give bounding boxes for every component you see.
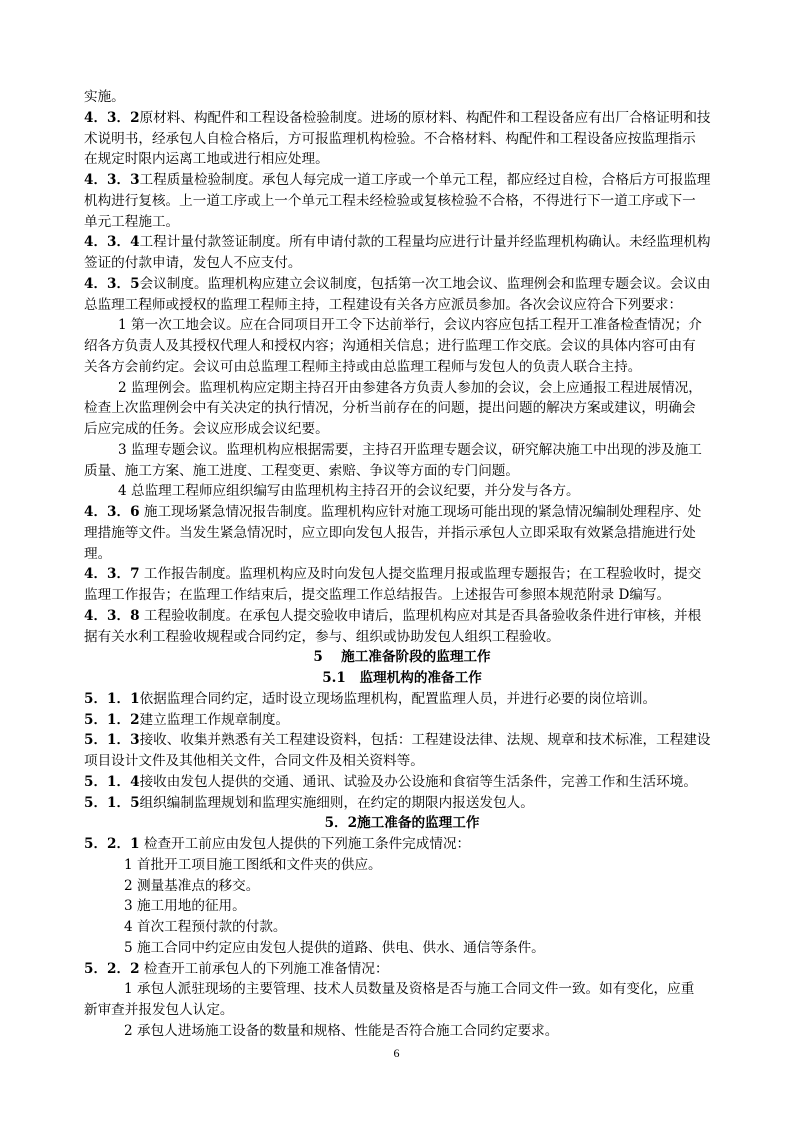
line-text: 理。	[84, 545, 112, 562]
line-text: 机构进行复核。上一道工序或上一个单元工程未经检验或复核检验不合格，不得进行下一道工序或下一	[84, 192, 696, 209]
text-line	[84, 565, 720, 583]
text-line	[84, 690, 720, 708]
section-heading	[84, 814, 720, 832]
text-line	[84, 794, 720, 812]
text-line	[84, 275, 720, 293]
line-text: 3 监理专题会议。监理机构应根据需要，主持召开监理专题会议，研究解决施工中出现的涉及施工	[118, 441, 702, 458]
line-text: 检查上次监理例会中有关决定的执行情况，分析当前存在的问题，提出问题的解决方案或建议，明确会	[84, 400, 696, 417]
line-text: 据有关水利工程验收规程或合同约定，参与、组织或协助发包人组织工程验收。	[84, 628, 560, 645]
line-text: 项目设计文件及其他相关文件，合同文件及相关资料等。	[84, 753, 424, 769]
clause-number: 4．3．3	[84, 172, 140, 188]
text-line	[84, 399, 720, 417]
line-text: 2 监理例会。监理机构应定期主持召开由参建各方负责人参加的会议，会上应通报工程进展情况，	[118, 379, 702, 396]
line-text: 检查开工前承包人的下列施工准备情况：	[139, 960, 389, 977]
line-text: 总监理工程师或授权的监理工程师主持，工程建设有关各方应派员参加。各次会议应符合下列要求：	[84, 296, 683, 313]
text-line	[84, 545, 720, 563]
text-line	[84, 233, 720, 251]
line-text: 工程质量检验制度。承包人每完成一道工序或一个单元工程，都应经过自检，合格后方可报监理	[139, 172, 711, 188]
line-text: 工作报告制度。监理机构应及时向发包人提交监理月报或监理专题报告；在工程验收时，提交	[139, 566, 702, 583]
clause-number: 5．2．2	[84, 960, 140, 977]
clause-number: 4．3．4	[84, 234, 140, 251]
clause-number: 4．3．2	[84, 109, 140, 126]
text-line	[84, 420, 720, 438]
text-line	[124, 1022, 720, 1040]
text-line	[118, 316, 720, 334]
text-line	[84, 773, 720, 791]
text-line	[84, 835, 720, 853]
text-line	[84, 711, 720, 729]
text-line	[84, 150, 720, 168]
page-number: 6	[393, 1046, 400, 1060]
text-line	[84, 109, 720, 127]
clause-number: 5．2．1	[84, 836, 140, 852]
text-line	[84, 462, 720, 480]
text-line	[118, 441, 720, 459]
line-text: 3 施工用地的征用。	[124, 898, 246, 915]
line-text: 签证的付款申请，发包人不应支付。	[84, 255, 302, 271]
line-text: 1 首批开工项目施工图纸和文件夹的供应。	[124, 856, 382, 873]
line-text: 单元工程施工。	[84, 213, 180, 230]
line-text: 5 施工合同中约定应由发包人提供的道路、供电、供水、通信等条件。	[124, 939, 545, 956]
line-text: 2 测量基准点的移交。	[124, 877, 260, 894]
line-text: 后应完成的任务。会议应形成会议纪要。	[84, 421, 329, 437]
line-text: 工程验收制度。在承包人提交验收申请后，监理机构应对其是否具备验收条件进行审核，并根	[139, 607, 702, 624]
text-line	[118, 482, 720, 500]
text-line	[84, 1001, 720, 1019]
clause-number: 4．3．5	[84, 275, 140, 292]
line-text: 术说明书，经承包人自检合格后，方可报监理机构检验。不合格材料、构配件和工程设备应按监理指示	[84, 130, 696, 147]
text-line	[84, 192, 720, 210]
line-text: 会议制度。监理机构应建立会议制度，包括第一次工地会议、监理例会和监理专题会议。会议由	[139, 275, 711, 292]
section-heading	[84, 648, 720, 666]
line-text: 4 总监理工程师应组织编写由监理机构主持召开的会议纪要，并分发与各方。	[118, 483, 580, 500]
text-line	[84, 337, 720, 355]
line-text: 关各方会前约定。会议可由总监理工程师主持或由总监理工程师与发包人的负责人联合主持。	[84, 358, 642, 375]
text-line	[84, 524, 720, 542]
line-text: 原材料、构配件和工程设备检验制度。进场的原材料、构配件和工程设备应有出厂合格证明和技	[139, 109, 711, 126]
text-line	[124, 856, 720, 874]
text-line	[84, 254, 720, 272]
line-text: 监理工作报告；在监理工作结束后，提交监理工作总结报告。上述报告可参照本规范附录 D编写。	[84, 587, 671, 603]
clause-number: 5．1．4	[84, 773, 140, 790]
line-text: 1 第一次工地会议。应在合同项目开工令下达前举行，会议内容应包括工程开工准备检查情况；介	[118, 317, 702, 334]
text-line	[124, 918, 720, 936]
line-text: 绍各方负责人及其授权代理人和授权内容；沟通相关信息；进行监理工作交底。会议的具体内容可由有	[84, 338, 696, 354]
text-line	[124, 897, 720, 915]
line-text: 新审查并报发包人认定。	[84, 1002, 234, 1018]
line-text: 2 承包人进场施工设备的数量和规格、性能是否符合施工合同约定要求。	[124, 1022, 559, 1039]
text-line	[84, 752, 720, 770]
line-text: 4 首次工程预付款的付款。	[124, 919, 287, 935]
clause-number: 4．3．7	[84, 566, 140, 583]
line-text: 1 承包人派驻现场的主要管理、技术人员数量及资格是否与施工合同文件一致。如有变化，应重	[124, 981, 695, 998]
line-text: 建立监理工作规章制度。	[139, 711, 290, 728]
line-text: 工程计量付款签证制度。所有申请付款的工程量均应进行计量并经监理机构确认。未经监理机构	[139, 234, 711, 251]
text-line	[124, 980, 720, 998]
section-heading	[84, 669, 720, 687]
text-line	[84, 607, 720, 625]
text-line	[84, 731, 720, 749]
line-text: 依据监理合同约定，适时设立现场监理机构，配置监理人员，并进行必要的岗位培训。	[139, 690, 657, 707]
line-text: 施工现场紧急情况报告制度。监理机构应针对施工现场可能出现的紧急情况编制处理程序、处	[139, 504, 702, 520]
line-text: 在规定时限内运离工地或进行相应处理。	[84, 151, 329, 168]
clause-number: 4．3．6	[84, 504, 140, 520]
text-line	[84, 296, 720, 314]
clause-number: 5．1．3	[84, 732, 140, 749]
clause-number: 4．3．8	[84, 607, 140, 624]
text-line	[124, 939, 720, 957]
line-text: 实施。	[84, 89, 125, 105]
line-text: 接收、收集并熟悉有关工程建设资料，包括：工程建设法律、法规、规章和技术标准，工程建设	[139, 732, 711, 749]
text-line	[84, 88, 720, 106]
clause-number: 5．1．1	[84, 690, 140, 707]
text-line	[84, 358, 720, 376]
text-line	[84, 503, 720, 521]
text-line	[84, 171, 720, 189]
text-line	[84, 628, 720, 646]
text-line	[124, 877, 720, 895]
line-text: 5．2施工准备的监理工作	[324, 815, 480, 832]
clause-number: 5．1．5	[84, 794, 140, 811]
line-text: 5 施工准备阶段的监理工作	[313, 649, 491, 666]
line-text: 接收由发包人提供的交通、通讯、试验及办公设施和食宿等生活条件，完善工作和生活环境。	[139, 773, 697, 790]
line-text: 5.1 监理机构的准备工作	[322, 670, 482, 686]
text-line	[118, 379, 720, 397]
text-line	[84, 130, 720, 148]
text-line	[84, 213, 720, 231]
text-line	[84, 960, 720, 978]
clause-number: 5．1．2	[84, 711, 140, 728]
line-text: 组织编制监理规划和监理实施细则，在约定的期限内报送发包人。	[139, 794, 534, 811]
line-text: 理措施等文件。当发生紧急情况时，应立即向发包人报告，并指示承包人立即采取有效紧急措施进行处	[84, 524, 696, 541]
line-text: 检查开工前应由发包人提供的下列施工条件完成情况：	[139, 836, 471, 852]
line-text: 质量、施工方案、施工进度、工程变更、索赔、争议等方面的专门问题。	[84, 462, 519, 479]
text-line	[84, 586, 720, 604]
